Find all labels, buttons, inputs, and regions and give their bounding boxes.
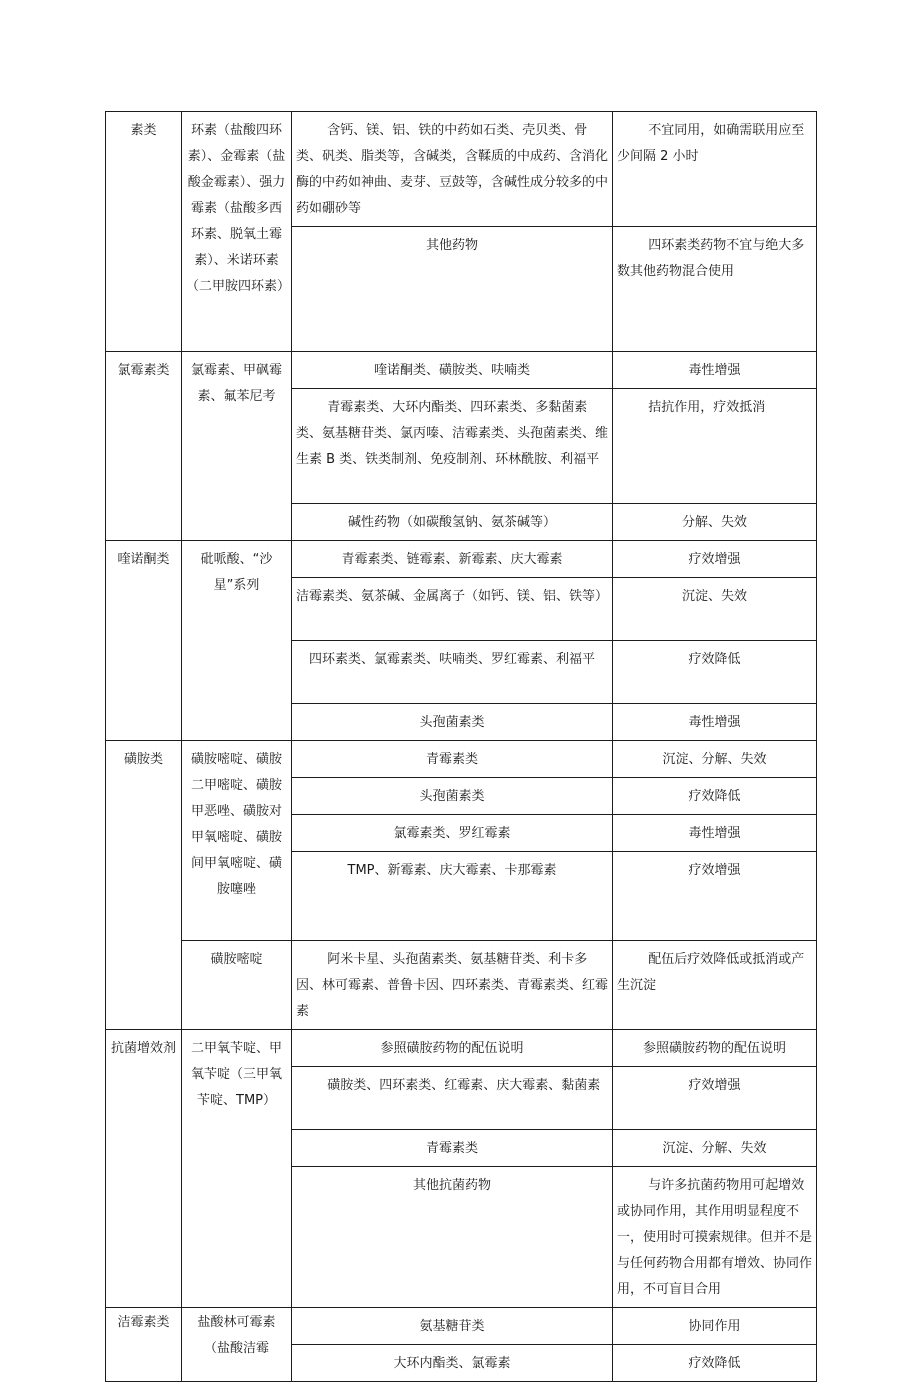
- drug-name-cell: 磺胺嘧啶、磺胺二甲嘧啶、磺胺甲恶唑、磺胺对甲氧嘧啶、磺胺间甲氧嘧啶、磺胺噻唑: [182, 741, 292, 941]
- drug-name-cell: 氯霉素、甲砜霉素、氟苯尼考: [182, 352, 292, 541]
- drug-class-cell: 抗菌增效剂: [106, 1030, 182, 1308]
- combination-cell: 碱性药物（如碳酸氢钠、氨茶碱等）: [292, 504, 613, 541]
- effect-cell: 疗效增强: [613, 541, 817, 578]
- effect-cell: 沉淀、失效: [613, 578, 817, 641]
- drug-class-cell: 洁霉素类: [106, 1308, 182, 1382]
- table-row: [106, 112, 817, 227]
- combination-cell: 青霉素类: [292, 741, 613, 778]
- effect-cell: 沉淀、分解、失效: [613, 1130, 817, 1167]
- effect-cell: 毒性增强: [613, 704, 817, 741]
- combination-cell: 大环内酯类、氯霉素: [292, 1345, 613, 1382]
- drug-name-cell: 砒哌酸、“沙星”系列: [182, 541, 292, 741]
- table-row: [106, 741, 817, 778]
- combination-cell: 阿米卡星、头孢菌素类、氨基糖苷类、利卡多因、林可霉素、普鲁卡因、四环素类、青霉素类、红霉素: [292, 941, 613, 1030]
- effect-cell: 不宜同用，如确需联用应至少间隔 2 小时: [613, 112, 817, 227]
- table-row: [106, 352, 817, 389]
- drug-compatibility-table: [105, 111, 817, 1382]
- effect-cell: 拮抗作用，疗效抵消: [613, 389, 817, 504]
- combination-cell: 氯霉素类、罗红霉素: [292, 815, 613, 852]
- effect-cell: 分解、失效: [613, 504, 817, 541]
- combination-cell: 其他药物: [292, 227, 613, 352]
- combination-cell: 洁霉素类、氨茶碱、金属离子（如钙、镁、铝、铁等）: [292, 578, 613, 641]
- combination-cell: 头孢菌素类: [292, 778, 613, 815]
- effect-cell: 疗效降低: [613, 1345, 817, 1382]
- combination-cell: 氨基糖苷类: [292, 1308, 613, 1345]
- effect-cell: 四环素类药物不宜与绝大多数其他药物混合使用: [613, 227, 817, 352]
- combination-cell: 青霉素类、链霉素、新霉素、庆大霉素: [292, 541, 613, 578]
- effect-cell: 毒性增强: [613, 815, 817, 852]
- effect-cell: 疗效降低: [613, 778, 817, 815]
- effect-cell: 与许多抗菌药物用可起增效或协同作用，其作用明显程度不一，使用时可摸索规律。但并不是与任何药物合用都有增效、协同作用，不可盲目合用: [613, 1167, 817, 1308]
- drug-class-cell: 磺胺类: [106, 741, 182, 1030]
- effect-cell: 沉淀、分解、失效: [613, 741, 817, 778]
- combination-cell: 喹诺酮类、磺胺类、呋喃类: [292, 352, 613, 389]
- drug-name-cell: 二甲氧苄啶、甲氧苄啶（三甲氧苄啶、TMP）: [182, 1030, 292, 1308]
- combination-cell: 四环素类、氯霉素类、呋喃类、罗红霉素、利福平: [292, 641, 613, 704]
- drug-class-cell: 氯霉素类: [106, 352, 182, 541]
- drug-name-cell: 盐酸林可霉素（盐酸洁霉: [182, 1308, 292, 1382]
- table-row: [106, 541, 817, 578]
- table-row: [106, 1308, 817, 1345]
- combination-cell: 其他抗菌药物: [292, 1167, 613, 1308]
- effect-cell: 毒性增强: [613, 352, 817, 389]
- drug-name-cell: 磺胺嘧啶: [182, 941, 292, 1030]
- combination-cell: 含钙、镁、铝、铁的中药如石类、壳贝类、骨类、矾类、脂类等，含碱类，含鞣质的中成药、含消化酶的中药如神曲、麦芽、豆鼓等，含碱性成分较多的中药如硼砂等: [292, 112, 613, 227]
- combination-cell: 参照磺胺药物的配伍说明: [292, 1030, 613, 1067]
- combination-cell: 青霉素类: [292, 1130, 613, 1167]
- drug-class-cell: 喹诺酮类: [106, 541, 182, 741]
- effect-cell: 疗效增强: [613, 852, 817, 941]
- combination-cell: 青霉素类、大环内酯类、四环素类、多黏菌素类、氨基糖苷类、氯丙嗪、洁霉素类、头孢菌素类、维生素 B 类、铁类制剂、免疫制剂、环林酰胺、利福平: [292, 389, 613, 504]
- combination-cell: 头孢菌素类: [292, 704, 613, 741]
- combination-cell: TMP、新霉素、庆大霉素、卡那霉素: [292, 852, 613, 941]
- combination-cell: 磺胺类、四环素类、红霉素、庆大霉素、黏菌素: [292, 1067, 613, 1130]
- drug-class-cell: 素类: [106, 112, 182, 352]
- table-row: [106, 1030, 817, 1067]
- effect-cell: 协同作用: [613, 1308, 817, 1345]
- effect-cell: 配伍后疗效降低或抵消或产生沉淀: [613, 941, 817, 1030]
- table-row: [106, 941, 817, 1030]
- effect-cell: 参照磺胺药物的配伍说明: [613, 1030, 817, 1067]
- drug-name-cell: 环素（盐酸四环素）、金霉素（盐酸金霉素）、强力霉素（盐酸多西环素、脱氧土霉素）、米诺环素（二甲胺四环素）: [182, 112, 292, 352]
- effect-cell: 疗效增强: [613, 1067, 817, 1130]
- effect-cell: 疗效降低: [613, 641, 817, 704]
